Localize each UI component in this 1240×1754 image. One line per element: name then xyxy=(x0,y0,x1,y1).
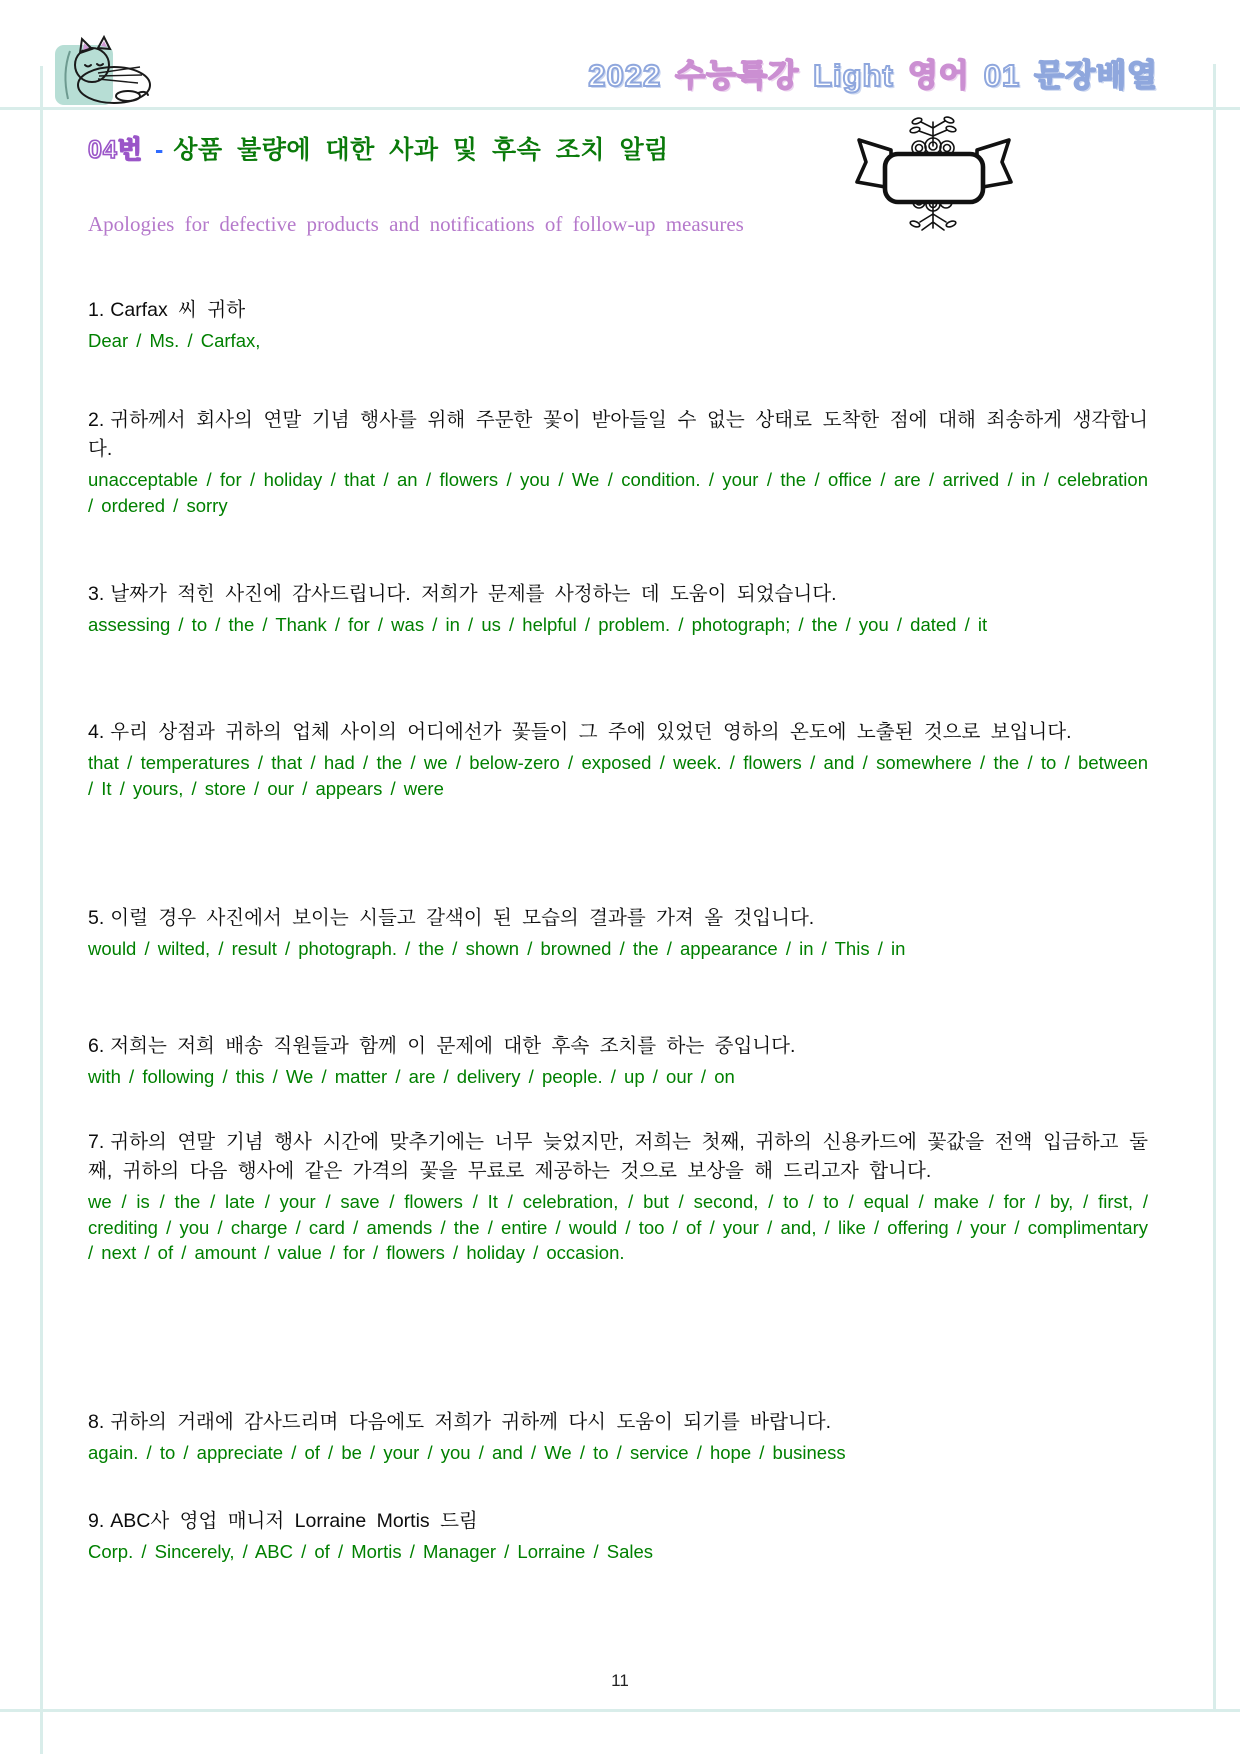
item-number: 5. xyxy=(88,907,105,929)
scrambled-words: assessing / to / the / Thank / for / was / in / us / helpful / problem. / photograph; / the / you / dated / it xyxy=(88,614,988,635)
korean-sentence xyxy=(88,296,1148,325)
scrambled-words: Dear / Ms. / Carfax, xyxy=(88,330,261,351)
korean-sentence xyxy=(88,1032,1148,1061)
korean-text: 저희는 저희 배송 직원들과 함께 이 문제에 대한 후속 조치를 하는 중입니다. xyxy=(110,1035,796,1057)
korean-sentence xyxy=(88,1408,1148,1437)
subtitle: Apologies for defective products and notifications of follow-up measures xyxy=(88,212,744,236)
korean-text: 귀하께서 회사의 연말 기념 행사를 위해 주문한 꽃이 받아들일 수 없는 상태로 도착한 점에 대해 죄송하게 생각합니다. xyxy=(88,409,1148,460)
page-title xyxy=(574,50,1158,95)
item-number: 4. xyxy=(88,721,105,743)
korean-sentence xyxy=(88,406,1148,464)
scrambled-words: with / following / this / We / matter / are / delivery / people. / up / our / on xyxy=(88,1066,735,1087)
title-part: 영어 xyxy=(907,58,970,93)
scrambled-words: would / wilted, / result / photograph. / the / shown / browned / the / appearance / in / This / in xyxy=(88,938,906,959)
sentence-item xyxy=(88,1032,1148,1090)
sentence-item xyxy=(88,1507,1148,1565)
korean-sentence xyxy=(88,1128,1148,1186)
item-number: 7. xyxy=(88,1131,105,1153)
item-number: 9. xyxy=(88,1510,105,1532)
title-part: 2022 xyxy=(588,58,662,93)
item-number: 2. xyxy=(88,409,105,431)
title-part: 01 xyxy=(983,58,1021,93)
korean-text: 이럴 경우 사진에서 보이는 시들고 갈색이 된 모습의 결과를 가져 올 것입니다. xyxy=(110,907,815,929)
scrambled-words: we / is / the / late / your / save / flowers / It / celebration, / but / second, / to / to / equal / make / for / by, / first, / crediting / you / charge / card / amends / the / entire / would / too / of / your / and, / like / offering / your / complimentary / next / of / amount / value / for / flowers / holiday / occasion. xyxy=(88,1191,1148,1263)
korean-sentence xyxy=(88,904,1148,933)
scrambled-words: Corp. / Sincerely, / ABC / of / Mortis / Manager / Lorraine / Sales xyxy=(88,1541,654,1562)
scrambled-words: again. / to / appreciate / of / be / your / you / and / We / to / service / hope / business xyxy=(88,1442,846,1463)
sentence-item xyxy=(88,296,1148,354)
sentence-item xyxy=(88,904,1148,962)
title-part: 수능특강 xyxy=(675,58,800,93)
korean-text: 귀하의 연말 기념 행사 시간에 맞추기에는 너무 늦었지만, 저희는 첫째, 귀하의 신용카드에 꽃값을 전액 입금하고 둘째, 귀하의 다음 행사에 같은 가격의 꽃을 무료로 제공하는 것으로 보상을 해 드리고자 합니다. xyxy=(88,1131,1148,1182)
korean-text: ABC사 영업 매니저 Lorraine Mortis 드림 xyxy=(110,1510,478,1532)
sentence-item xyxy=(88,1128,1148,1266)
scrambled-words: unacceptable / for / holiday / that / an / flowers / you / We / condition. / your / the / office / are / arrived / in / celebration / ordered / sorry xyxy=(88,469,1148,516)
korean-text: 귀하의 거래에 감사드리며 다음에도 저희가 귀하께 다시 도움이 되기를 바랍니다. xyxy=(110,1411,832,1433)
scrambled-words: that / temperatures / that / had / the / we / below-zero / exposed / week. / flowers / and / somewhere / the / to / between / It / yours, / store / our / appears / were xyxy=(88,752,1148,799)
korean-text: 날짜가 적힌 사진에 감사드립니다. 저희가 문제를 사정하는 데 도움이 되었습니다. xyxy=(110,583,837,605)
korean-sentence xyxy=(88,580,1148,609)
sentence-item xyxy=(88,718,1148,801)
question-number: 04번 xyxy=(88,136,143,164)
korean-sentence xyxy=(88,718,1148,747)
item-number: 3. xyxy=(88,583,105,605)
top-border-line xyxy=(0,107,1240,110)
item-number: 8. xyxy=(88,1411,105,1433)
left-border-line xyxy=(40,66,43,1754)
item-number: 6. xyxy=(88,1035,105,1057)
sentence-item xyxy=(88,406,1148,518)
sentence-item xyxy=(88,580,1148,638)
section-heading xyxy=(88,130,669,166)
page-number: 11 xyxy=(611,1671,629,1690)
bottom-border-line xyxy=(0,1709,1240,1712)
korean-text: Carfax 씨 귀하 xyxy=(110,299,246,321)
section-heading-text: 상품 불량에 대한 사과 및 후속 조치 알림 xyxy=(173,136,669,164)
title-part: 문장배열 xyxy=(1034,58,1158,93)
title-part: Light xyxy=(813,58,894,93)
item-number: 1. xyxy=(88,299,105,321)
dash: - xyxy=(154,136,164,164)
right-border-line xyxy=(1213,64,1216,1712)
cat-logo-icon xyxy=(52,33,177,107)
korean-text: 우리 상점과 귀하의 업체 사이의 어디에선가 꽃들이 그 주에 있었던 영하의 온도에 노출된 것으로 보입니다. xyxy=(110,721,1072,743)
sentence-item xyxy=(88,1408,1148,1466)
korean-sentence xyxy=(88,1507,1148,1536)
